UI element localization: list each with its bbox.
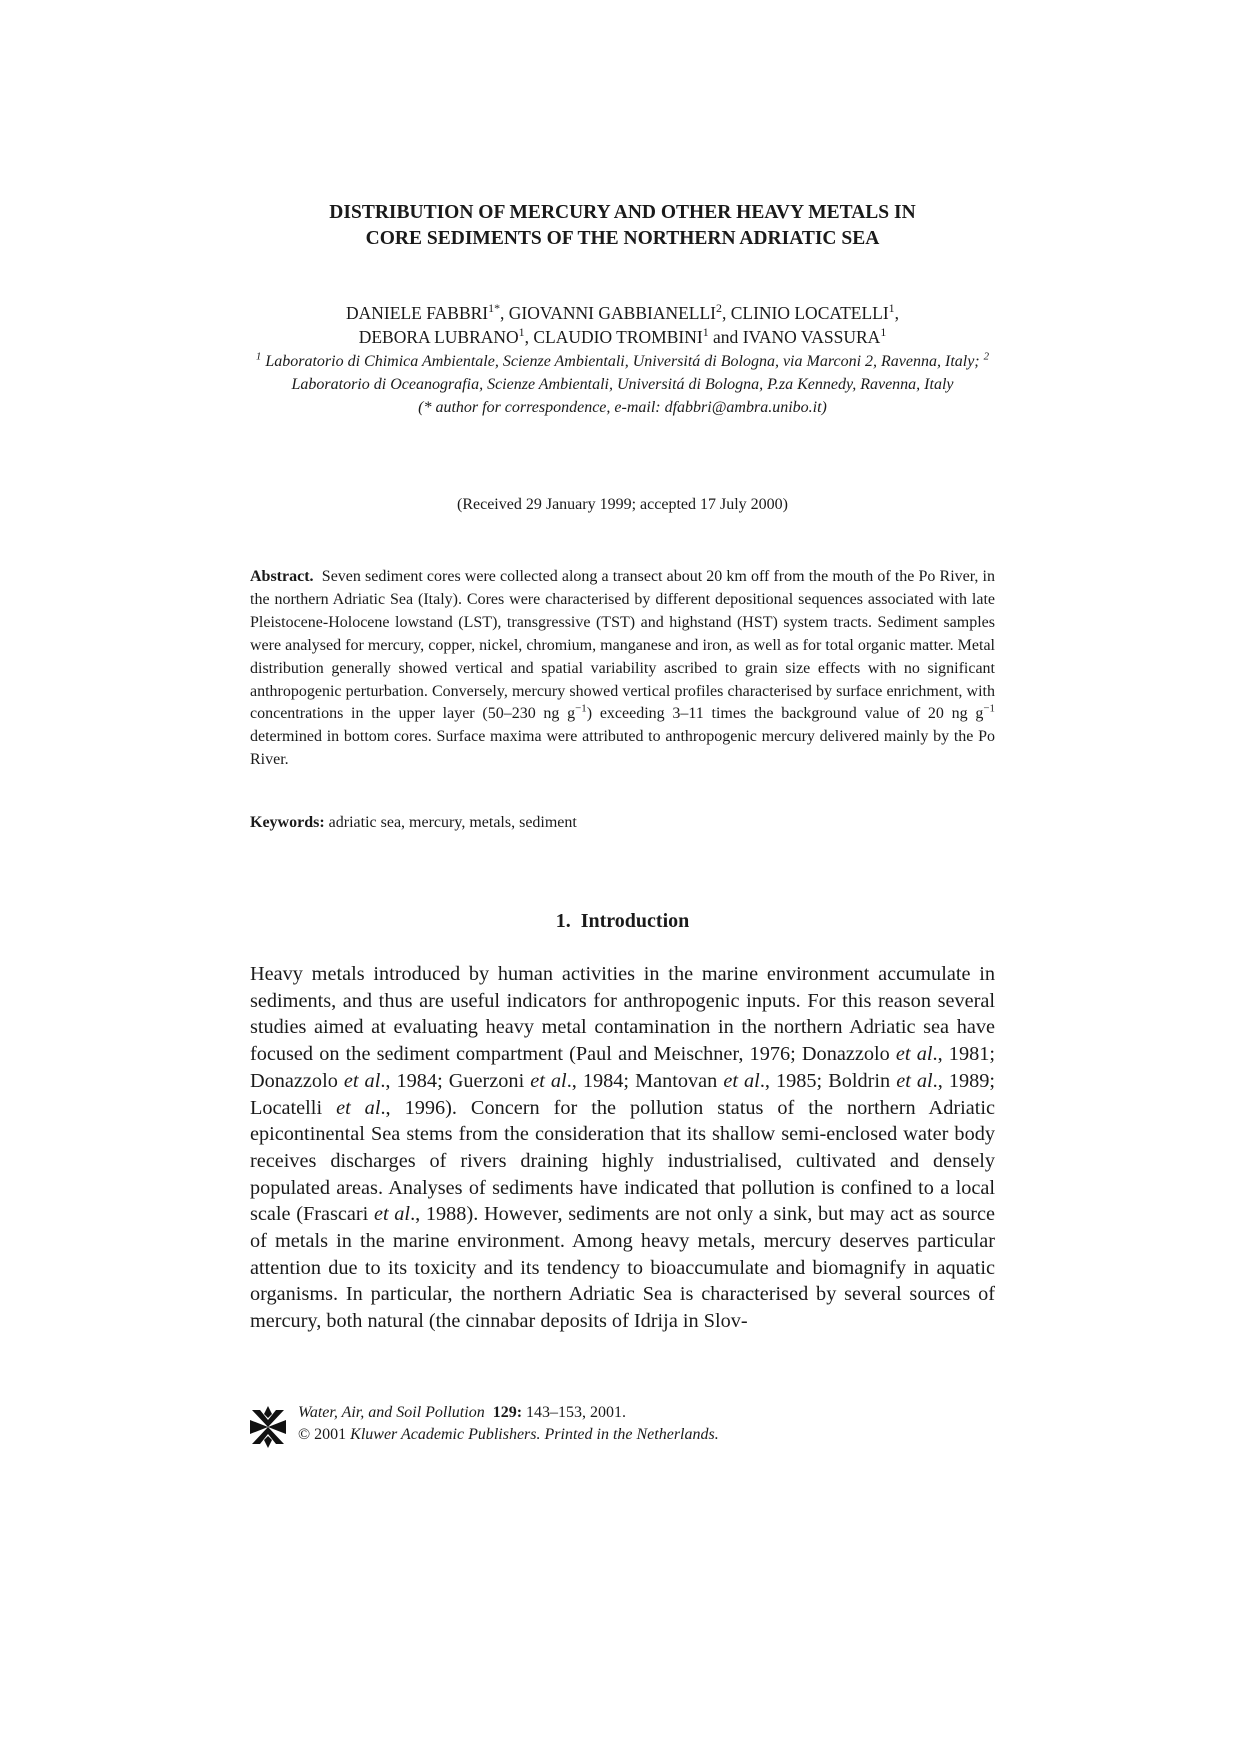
keywords-label: Keywords: bbox=[250, 814, 325, 831]
section-title: Introduction bbox=[580, 910, 690, 932]
citation-etal: et al bbox=[530, 1069, 567, 1092]
abstract-exponent-2: −1 bbox=[983, 703, 995, 716]
intro-text-run: ., 1984; Guerzoni bbox=[380, 1069, 531, 1092]
citation-etal: et al bbox=[373, 1203, 411, 1226]
journal-name: Water, Air, and Soil Pollution bbox=[298, 1404, 485, 1421]
abstract-text-c: determined in bottom cores. Surface maxima were attributed to anthropogenic mercury delivered mainly by the Po River. bbox=[250, 728, 995, 769]
kluwer-logo-icon bbox=[250, 1406, 286, 1448]
affiliations bbox=[240, 350, 1005, 419]
author-list bbox=[250, 301, 995, 349]
received-dates: (Received 29 January 1999; accepted 17 July 2000) bbox=[456, 496, 788, 513]
citation-etal: et al bbox=[723, 1069, 760, 1092]
affiliation-2: Laboratorio di Oceanografia, Scienze Ambientali, Universitá di Bologna, P.za Kennedy, Ravenna, Italy bbox=[291, 376, 954, 393]
abstract bbox=[250, 566, 995, 772]
abstract-text-b: ) exceeding 3–11 times the background value of 20 ng g bbox=[586, 705, 984, 723]
keywords bbox=[250, 812, 995, 834]
introduction-paragraph bbox=[250, 961, 995, 1335]
author-separator: , bbox=[894, 303, 899, 323]
author-affiliation-mark: 1 bbox=[702, 325, 709, 340]
intro-text-run: ., 1996). Concern for the pollution status of the northern Adriatic epicontinental Sea stems from the consideration that its shallow semi-enclosed water body receives discharges of rivers draining highly industrialised, cultivated and densely populated areas. Analyses of sediments have indicated that pollution is confined to a local scale (Frascari bbox=[250, 1096, 995, 1226]
affiliation-1: Laboratorio di Chimica Ambientale, Scienze Ambientali, Universitá di Bologna, via Marconi 2, Ravenna, Italy; bbox=[265, 353, 980, 370]
intro-text-run: ., 1985; Boldrin bbox=[759, 1069, 897, 1092]
title-line-1: DISTRIBUTION OF MERCURY AND OTHER HEAVY METALS IN bbox=[329, 202, 916, 223]
abstract-exponent-1: −1 bbox=[575, 703, 587, 716]
intro-text-run: ., 1984; Mantovan bbox=[566, 1069, 724, 1092]
affiliation-mark-1: 1 bbox=[255, 350, 262, 363]
correspondence-note: (* author for correspondence, e-mail: dfabbri@ambra.unibo.it) bbox=[418, 399, 827, 416]
journal-pages: 143–153, 2001. bbox=[526, 1404, 627, 1421]
author-name: CLINIO LOCATELLI bbox=[730, 303, 889, 323]
journal-volume: 129: bbox=[492, 1404, 523, 1421]
author-affiliation-mark: 1 bbox=[880, 325, 887, 340]
title-line-2: CORE SEDIMENTS OF THE NORTHERN ADRIATIC SEA bbox=[365, 228, 880, 249]
author-name: IVANO VASSURA bbox=[742, 327, 881, 347]
author-separator: , bbox=[721, 303, 731, 323]
citation-etal: et al bbox=[896, 1069, 933, 1092]
affiliation-mark-2: 2 bbox=[983, 350, 990, 363]
paper-title bbox=[250, 200, 995, 252]
intro-text-run: ., 1988). However, sediments are not only a sink, but may act as source of metals in the marine environment. Among heavy metals, mercury deserves particular attention due to its toxicity and its tendency to bioaccumulate and biomagnify in aquatic organisms. In particular, the northern Adriatic Sea is characterised by several sources of mercury, both natural (the cinnabar deposits of Idrija in Slov- bbox=[250, 1203, 996, 1333]
page-footer bbox=[250, 1402, 995, 1450]
intro-text-run: ., 1981; Donazzolo bbox=[250, 1043, 995, 1092]
footer-citation bbox=[298, 1402, 719, 1446]
abstract-text-a: Seven sediment cores were collected along a transect about 20 km off from the mouth of the Po River, in the northern Adriatic Sea (Italy). Cores were characterised by different depositional sequences associated with late Pleistocene-Holocene lowstand (LST), transgressive (TST) and highstand (HST) system tracts. Sediment samples were analysed for mercury, copper, nickel, chromium, manganese and iron, as well as for total organic matter. Metal distribution generally showed vertical and spatial variability ascribed to grain size effects with no significant anthropogenic perturbation. Conversely, mercury showed vertical profiles characterised by surface enrichment, with concentrations in the upper layer (50–230 ng g bbox=[250, 568, 996, 723]
author-affiliation-mark: 1* bbox=[488, 301, 501, 316]
citation-etal: et al bbox=[343, 1069, 381, 1092]
author-separator: and bbox=[708, 327, 743, 347]
author-name: GIOVANNI GABBIANELLI bbox=[508, 303, 716, 323]
author-separator: , bbox=[500, 303, 509, 323]
intro-text-run: Heavy metals introduced by human activities in the marine environment accumulate in sediments, and thus are useful indicators for anthropogenic inputs. For this reason several studies aimed at evaluating heavy metal contamination in the northern Adriatic sea have focused on the sediment compartment (Paul and Meischner, 1976; Donazzolo bbox=[250, 963, 995, 1066]
abstract-label: Abstract. bbox=[250, 568, 314, 585]
publisher-line: Kluwer Academic Publishers. Printed in the Netherlands. bbox=[350, 1426, 719, 1443]
author-affiliation-mark: 1 bbox=[888, 301, 895, 316]
citation-etal: et al bbox=[895, 1043, 933, 1066]
author-name: DANIELE FABBRI bbox=[346, 303, 489, 323]
citation-etal: et al bbox=[336, 1096, 381, 1119]
section-heading bbox=[250, 908, 995, 934]
copyright-year: © 2001 bbox=[298, 1426, 347, 1443]
author-name: DEBORA LUBRANO bbox=[358, 327, 519, 347]
keywords-text: adriatic sea, mercury, metals, sediment bbox=[328, 814, 577, 831]
intro-text-run: ., 1989; Locatelli bbox=[250, 1069, 996, 1119]
author-affiliation-mark: 2 bbox=[716, 301, 722, 316]
section-number: 1. bbox=[555, 910, 571, 932]
author-name: CLAUDIO TROMBINI bbox=[533, 327, 703, 347]
author-separator: , bbox=[524, 327, 534, 347]
author-affiliation-mark: 1 bbox=[518, 325, 525, 340]
